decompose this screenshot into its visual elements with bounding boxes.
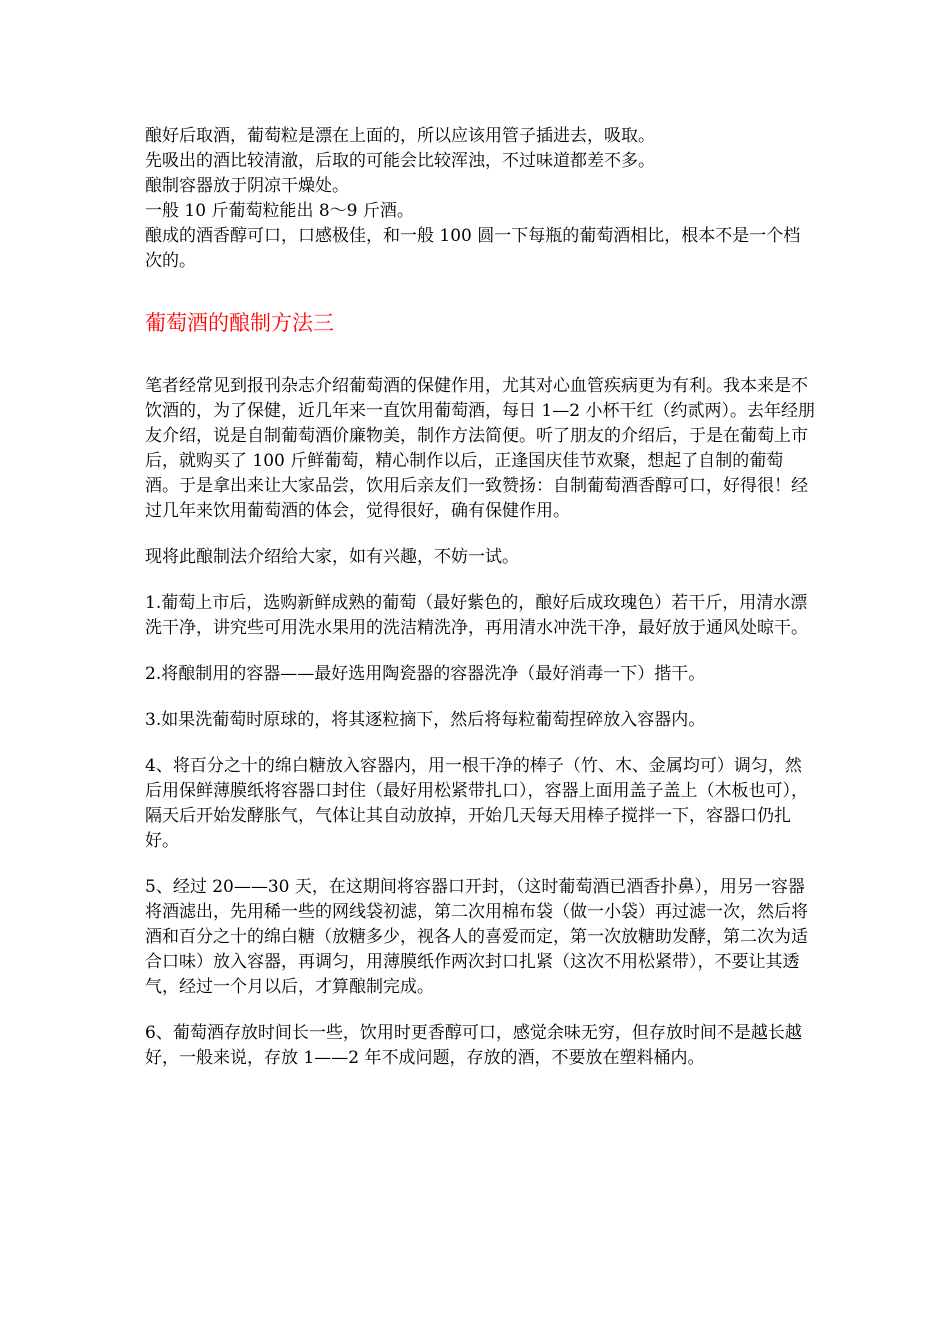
intro-lines [145, 124, 815, 274]
step-paragraph: 5、经过 20——30 天，在这期间将容器口开封，（这时葡萄酒已酒香扑鼻），用另一容器将酒滤出，先用稀一些的网线袋初滤，第二次用棉布袋（做一小袋）再过滤一次，然后将酒和百分之十的绵白糖（放糖多少，视各人的喜爱而定，第一次放糖助发酵，第二次为适合口味）放入容器，再调匀，用薄膜纸作两次封口扎紧（这次不用松紧带），不要让其透气，经过一个月以后，才算酿制完成。 [145, 877, 808, 997]
document-page [145, 124, 815, 1071]
intro-line: 酿好后取酒，葡萄粒是漂在上面的，所以应该用管子插进去，吸取。 [145, 126, 655, 146]
section-heading: 葡萄酒的酿制方法三 [145, 311, 334, 335]
step-paragraph: 6、葡萄酒存放时间长一些，饮用时更香醇可口，感觉余味无穷，但存放时间不是越长越好，一般来说，存放 1——2 年不成问题，存放的酒，不要放在塑料桶内。 [145, 1023, 802, 1068]
step-paragraph: 3.如果洗葡萄时原球的，将其逐粒摘下，然后将每粒葡萄捏碎放入容器内。 [145, 710, 706, 730]
intro-line: 一般 10 斤葡萄粒能出 8～9 斤酒。 [145, 201, 414, 221]
body-paragraph: 笔者经常见到报刊杂志介绍葡萄酒的保健作用，尤其对心血管疾病更为有利。我本来是不饮酒的，为了保健，近几年来一直饮用葡萄酒，每日 1—2 小杯干红（约贰两）。去年经朋友介绍，说是自制葡萄酒价廉物美，制作方法简便。听了朋友的介绍后，于是在葡萄上市后，就购买了 100 斤鲜葡萄，精心制作以后，正逢国庆佳节欢聚，想起了自制的葡萄酒。于是拿出来让大家品尝，饮用后亲友们一致赞扬：自制葡萄酒香醇可口，好得很！经过几年来饮用葡萄酒的体会，觉得很好，确有保健作用。 [145, 376, 815, 521]
step-paragraph: 4、将百分之十的绵白糖放入容器内，用一根干净的棒子（竹、木、金属均可）调匀，然后用保鲜薄膜纸将容器口封住（最好用松紧带扎口），容器上面用盖子盖上（木板也可），隔天后开始发酵胀气，气体让其自动放掉，开始几天每天用棒子搅拌一下，容器口仍扎好。 [145, 756, 808, 851]
intro-line: 先吸出的酒比较清澈，后取的可能会比较浑浊，不过味道都差不多。 [145, 151, 655, 171]
intro-line: 酿制容器放于阴凉干燥处。 [145, 176, 349, 196]
step-paragraph: 2.将酿制用的容器——最好选用陶瓷器的容器洗净（最好消毒一下）揩干。 [145, 664, 706, 684]
intro-line: 酿成的酒香醇可口，口感极佳，和一般 100 圆一下每瓶的葡萄酒相比，根本不是一个档次的。 [145, 226, 801, 271]
body-paragraph: 现将此酿制法介绍给大家，如有兴趣，不妨一试。 [145, 547, 519, 567]
step-paragraph: 1.葡萄上市后，选购新鲜成熟的葡萄（最好紫色的，酿好后成玫瑰色）若干斤，用清水漂洗干净，讲究些可用洗水果用的洗洁精洗净，再用清水冲洗干净，最好放于通风处晾干。 [145, 593, 808, 638]
